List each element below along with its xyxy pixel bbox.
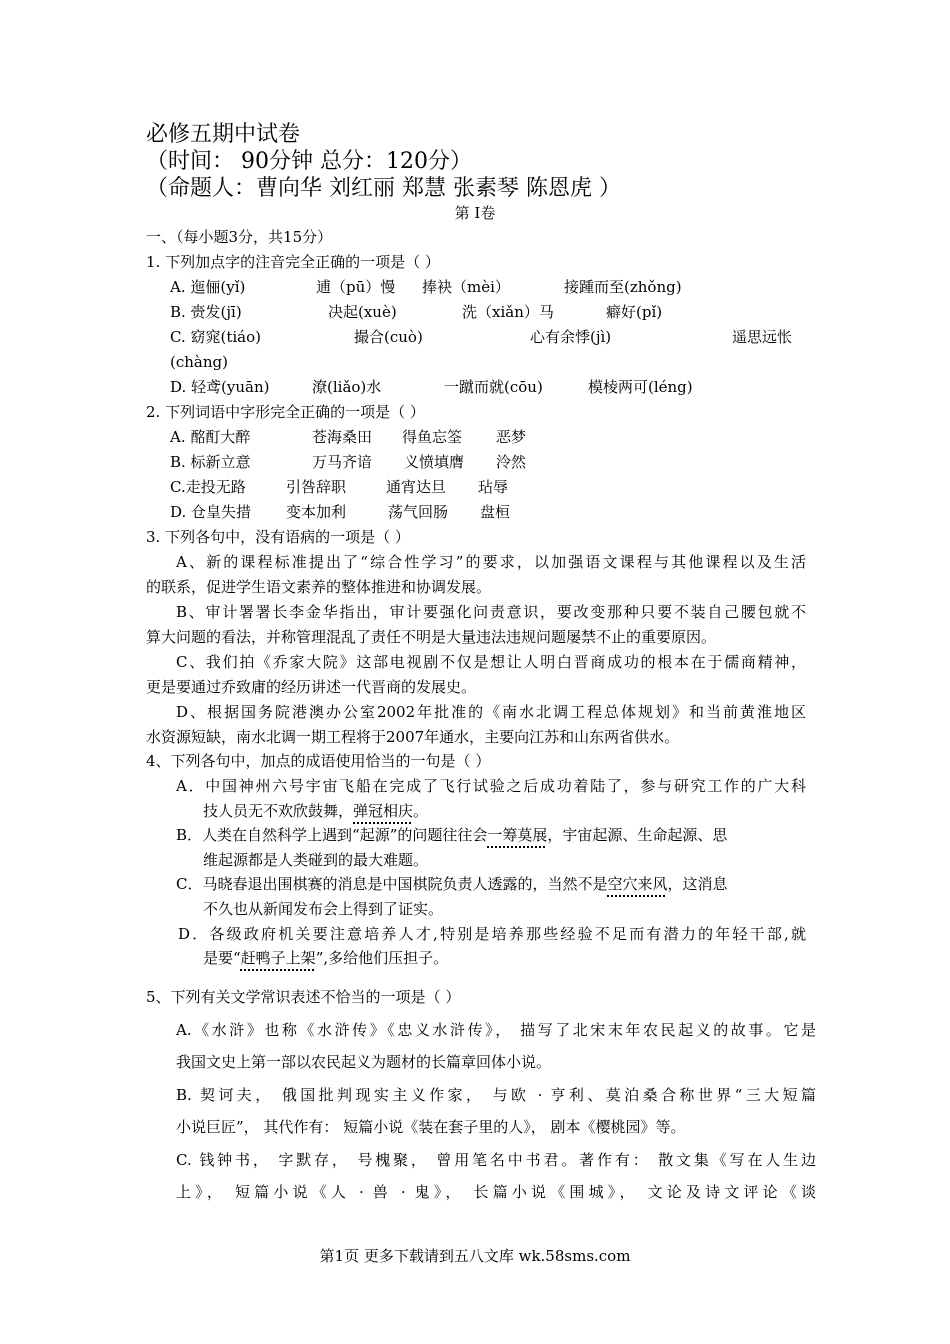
q1-c-item-4: 遥思远怅 bbox=[732, 328, 793, 346]
q3-option-c-line-2: 更是要通过乔致庸的经历讲述一代晋商的发展史。 bbox=[146, 678, 477, 696]
q1-option-d bbox=[170, 377, 693, 397]
q4-option-b-line-1 bbox=[176, 825, 727, 845]
q1-option-c bbox=[170, 327, 792, 347]
q2-a-item-2: 苍海桑田 bbox=[312, 428, 373, 446]
q4-option-a-line-1: A．中国神州六号宇宙飞船在完成了飞行试验之后成功着陆了，参与研究工作的广大科 bbox=[176, 777, 806, 795]
q1-b-item-1: B. 赍发(jī) bbox=[170, 303, 242, 321]
q2-c-item-2: 引咎辞职 bbox=[286, 478, 347, 496]
q1-a-item-3: 捧袂（mèi） bbox=[422, 278, 510, 296]
q4-b-dotted-idiom: 一筹莫展 bbox=[487, 826, 548, 844]
q1-d-item-3: 一蹴而就(cōu) bbox=[444, 378, 543, 396]
q4-a-text: 技人员无不欢欣鼓舞， bbox=[203, 802, 354, 820]
q3-stem: 3. 下列各句中，没有语病的一项是（ ） bbox=[146, 528, 410, 546]
q2-d-item-4: 盘桓 bbox=[480, 503, 511, 521]
q1-a-item-4: 接踵而至(zhǒng) bbox=[564, 278, 682, 296]
q5-option-c-line-2: 上》， 短篇小说《人 · 兽 · 鬼》， 长篇小说《围城》， 文论及诗文评论《谈 bbox=[176, 1183, 816, 1201]
q1-d-item-2: 潦(liǎo)水 bbox=[312, 378, 382, 396]
q1-d-item-1: D. 轻鸢(yuān) bbox=[170, 378, 270, 396]
q5-stem: 5、下列有关文学常识表述不恰当的一项是（ ） bbox=[146, 988, 461, 1006]
q2-b-item-3: 义愤填膺 bbox=[404, 453, 465, 471]
q4-a-text-end: 。 bbox=[413, 802, 429, 820]
q3-option-d-line-2: 水资源短缺，南水北调一期工程将于2007年通水，主要向江苏和山东两省供水。 bbox=[146, 728, 680, 746]
section-label: 第 I卷 bbox=[454, 204, 496, 222]
q2-d-item-1: D. 仓皇失措 bbox=[170, 503, 252, 521]
q4-option-c-line-1 bbox=[176, 874, 728, 894]
part-one-heading: 一、（每小题3分，共15分） bbox=[146, 228, 333, 246]
q4-b-text-end: ，宇宙起源、生命起源、思 bbox=[547, 826, 728, 844]
q2-option-d bbox=[170, 502, 510, 522]
q4-b-text: B．人类在自然科学上遇到“起源”的问题往往会 bbox=[176, 826, 488, 844]
q2-c-item-4: 玷辱 bbox=[478, 478, 509, 496]
q1-b-item-3: 洗（xiǎn）马 bbox=[462, 303, 554, 321]
q2-d-item-2: 变本加利 bbox=[286, 503, 347, 521]
q5-option-c-line-1: C. 钱钟书， 字默存， 号槐聚， 曾用笔名中书君。著作有： 散文集《写在人生边 bbox=[176, 1151, 816, 1169]
q1-c-item-1: C. 窈窕(tiáo) bbox=[170, 328, 261, 346]
q1-stem: 1. 下列加点字的注音完全正确的一项是（ ） bbox=[146, 253, 440, 271]
q4-c-dotted-idiom: 空穴来风 bbox=[607, 875, 668, 893]
q4-stem: 4、下列各句中，加点的成语使用恰当的一句是（ ） bbox=[146, 752, 491, 770]
q2-b-item-1: B. 标新立意 bbox=[170, 453, 251, 471]
q4-c-text: C．马晓春退出围棋赛的消息是中国棋院负责人透露的，当然不是 bbox=[176, 875, 608, 893]
q2-option-b bbox=[170, 452, 526, 472]
q1-b-item-4: 癖好(pǐ) bbox=[606, 303, 663, 321]
q1-option-a bbox=[170, 277, 682, 297]
q1-c-item-3: 心有余悸(jì) bbox=[530, 328, 612, 346]
q1-c-item-2: 撮合(cuò) bbox=[354, 328, 423, 346]
page-footer: 第1页 更多下载请到五八文库 wk.58sms.com bbox=[319, 1247, 631, 1265]
q4-option-d-line-1: D．各级政府机关要注意培养人才,特别是培养那些经验不足而有潜力的年轻干部,就 bbox=[178, 925, 806, 943]
q1-a-item-1: A. 迤俪(yǐ) bbox=[170, 278, 246, 296]
q1-a-item-2: 逋（pū）慢 bbox=[316, 278, 396, 296]
q3-option-a-line-1: A、新的课程标准提出了“综合性学习”的要求，以加强语文课程与其他课程以及生活 bbox=[176, 553, 806, 571]
q4-option-c-line-2: 不久也从新闻发布会上得到了证实。 bbox=[203, 900, 444, 918]
q4-option-a-line-2 bbox=[203, 801, 428, 821]
q3-option-d-line-1: D、根据国务院港澳办公室2002年批准的《南水北调工程总体规划》和当前黄淮地区 bbox=[176, 703, 806, 721]
q1-d-item-4: 模棱两可(léng) bbox=[588, 378, 693, 396]
q3-option-b-line-2: 算大问题的看法，并称管理混乱了责任不明是大量违法违规问题屡禁不止的重要原因。 bbox=[146, 628, 717, 646]
authors-line: （命题人：曹向华 刘红丽 郑慧 张素琴 陈恩虎 ） bbox=[146, 176, 621, 201]
q4-a-dotted-idiom: 弹冠相庆 bbox=[353, 802, 414, 820]
q2-a-item-4: 恶梦 bbox=[496, 428, 527, 446]
q2-c-item-3: 通宵达旦 bbox=[386, 478, 447, 496]
q1-option-c-continued: (chàng) bbox=[170, 353, 228, 371]
q4-option-b-line-2: 维起源都是人类碰到的最大难题。 bbox=[203, 851, 429, 869]
q4-d-text-end: ”,多给他们压担子。 bbox=[315, 949, 449, 967]
q5-option-a-line-2: 我国文史上第一部以农民起义为题材的长篇章回体小说。 bbox=[176, 1053, 552, 1071]
exam-title: 必修五期中试卷 bbox=[146, 122, 301, 147]
q4-option-d-line-2 bbox=[203, 948, 448, 968]
q3-option-c-line-1: C、我们拍《乔家大院》这部电视剧不仅是想让人明白晋商成功的根本在于儒商精神， bbox=[176, 653, 806, 671]
q2-b-item-4: 泠然 bbox=[496, 453, 527, 471]
time-and-score-line: （时间： 90分钟 总分：120分） bbox=[146, 149, 472, 174]
q2-option-a bbox=[170, 427, 526, 447]
q4-c-text-end: ，这消息 bbox=[667, 875, 728, 893]
q5-option-b-line-1: B. 契诃夫， 俄国批判现实主义作家， 与欧 · 亨利、莫泊桑合称世界“三大短篇 bbox=[176, 1086, 816, 1104]
q4-d-text: 是要“ bbox=[203, 949, 241, 967]
q1-b-item-2: 决起(xuè) bbox=[328, 303, 397, 321]
q3-option-a-line-2: 的联系，促进学生语文素养的整体推进和协调发展。 bbox=[146, 578, 492, 596]
q2-option-c bbox=[170, 477, 508, 497]
q2-a-item-3: 得鱼忘筌 bbox=[402, 428, 463, 446]
q1-option-b bbox=[170, 302, 662, 322]
q3-option-b-line-1: B、审计署署长李金华指出，审计要强化问责意识，要改变那种只要不装自己腰包就不 bbox=[176, 603, 806, 621]
q2-stem: 2. 下列词语中字形完全正确的一项是（ ） bbox=[146, 403, 425, 421]
q2-c-item-1: C.走投无路 bbox=[170, 478, 246, 496]
q2-a-item-1: A. 酩酊大醉 bbox=[170, 428, 251, 446]
q5-option-b-line-2: 小说巨匠”， 其代作有： 短篇小说《装在套子里的人》， 剧本《樱桃园》等。 bbox=[176, 1118, 686, 1136]
q2-b-item-2: 万马齐谙 bbox=[312, 453, 373, 471]
q4-d-dotted-idiom: 赶鸭子上架 bbox=[240, 949, 316, 967]
q2-d-item-3: 荡气回肠 bbox=[388, 503, 449, 521]
q5-option-a-line-1: A.《水浒》也称《水浒传》《忠义水浒传》， 描写了北宋末年农民起义的故事。它是 bbox=[176, 1021, 816, 1039]
